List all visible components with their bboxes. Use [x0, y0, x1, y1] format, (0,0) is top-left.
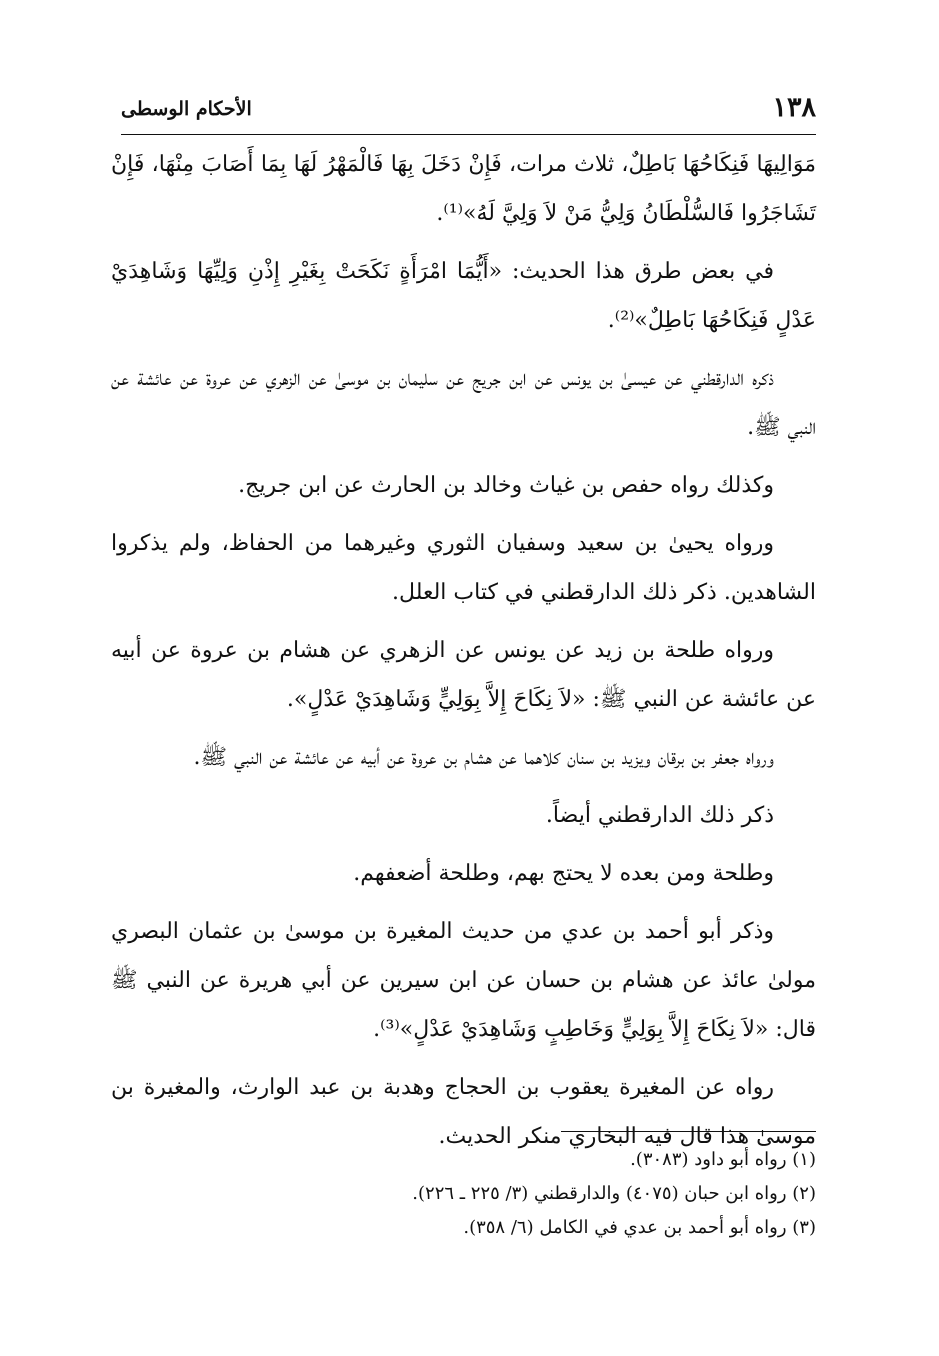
page-header	[121, 92, 816, 128]
running-title: الأحكام الوسطى	[121, 98, 252, 120]
paragraph: وكذلك رواه حفص بن غياث وخالد بن الحارث عن ابن جريج.	[238, 473, 774, 498]
header-rule	[121, 134, 816, 135]
footnote: (١) رواه أبو داود (٣٠٨٣).	[630, 1149, 816, 1170]
paragraph: مَوَالِيهَا فَنِكَاحُهَا بَاطِلٌ، ثلاث مرات، فَإِنْ دَخَلَ بِهَا فَالْمَهْرُ لَهَا بِمَا أَصَابَ مِنْهَا، فَإِنْ تَشَاجَرُوا فَالسُّلْطَانُ وَلِيُّ مَنْ لاَ وَلِيَّ لَهُ»⁽¹⁾.	[111, 152, 817, 226]
main-text	[111, 140, 816, 1170]
footnotes	[111, 1143, 816, 1245]
paragraph: رواه عن المغيرة يعقوب بن الحجاج وهدبة بن عبد الوارث، والمغيرة بن موسىٰ هذا قال فيه البخاري منكر الحديث.	[111, 1075, 816, 1149]
footnote: (٣) رواه أبو أحمد بن عدي في الكامل (٦/ ٣٥٨).	[463, 1217, 816, 1238]
paragraph: وذكر أبو أحمد بن عدي من حديث المغيرة بن موسىٰ بن عثمان البصري مولىٰ عائذ عن هشام بن حسان عن ابن سيرين عن أبي هريرة عن النبي ﷺ قال: «لاَ نِكَاحَ إِلاَّ بِوَلِيٍّ وَخَاطِبٍ وَشَاهِدَيْ عَدْلٍ»⁽³⁾.	[111, 919, 816, 1042]
paragraph: ذكره الدارقطني عن عيسىٰ بن يونس عن ابن جريج عن سليمان بن موسىٰ عن الزهري عن عروة عن عائشة عن النبي ﷺ.	[111, 366, 816, 440]
paragraph: ذكر ذلك الدارقطني أيضاً.	[545, 803, 774, 828]
paragraph: ورواه طلحة بن زيد عن يونس عن الزهري عن هشام بن عروة عن أبيه عن عائشة عن النبي ﷺ: «لاَ نِكَاحَ إِلاَّ بِوَلِيٍّ وَشَاهِدَيْ عَدْلٍ».	[111, 638, 816, 712]
page-number: ١٣٨	[772, 92, 816, 123]
paragraph: وطلحة ومن بعده لا يحتج بهم، وطلحة أضعفهم.	[353, 861, 774, 886]
paragraph: في بعض طرق هذا الحديث: «أَيُّمَا امْرَأَةٍ نَكَحَتْ بِغَيْرِ إِذْنِ وَلِيِّهَا وَشَاهِدَيْ عَدْلٍ فَنِكَاحُهَا بَاطِلٌ»⁽²⁾.	[111, 259, 816, 333]
footnote-rule	[561, 1131, 816, 1132]
paragraph: ورواه يحيىٰ بن سعيد وسفيان الثوري وغيرهما من الحفاظ، ولم يذكروا الشاهدين. ذكر ذلك الدارقطني في كتاب العلل.	[111, 531, 816, 605]
paragraph: ورواه جعفر بن برقان ويزيد بن سنان كلاهما عن هشام بن عروة عن أبيه عن عائشة عن النبي ﷺ.	[193, 745, 774, 770]
footnote: (٢) رواه ابن حبان (٤٠٧٥) والدارقطني (٣/ ٢٢٥ ـ ٢٢٦).	[412, 1183, 816, 1204]
